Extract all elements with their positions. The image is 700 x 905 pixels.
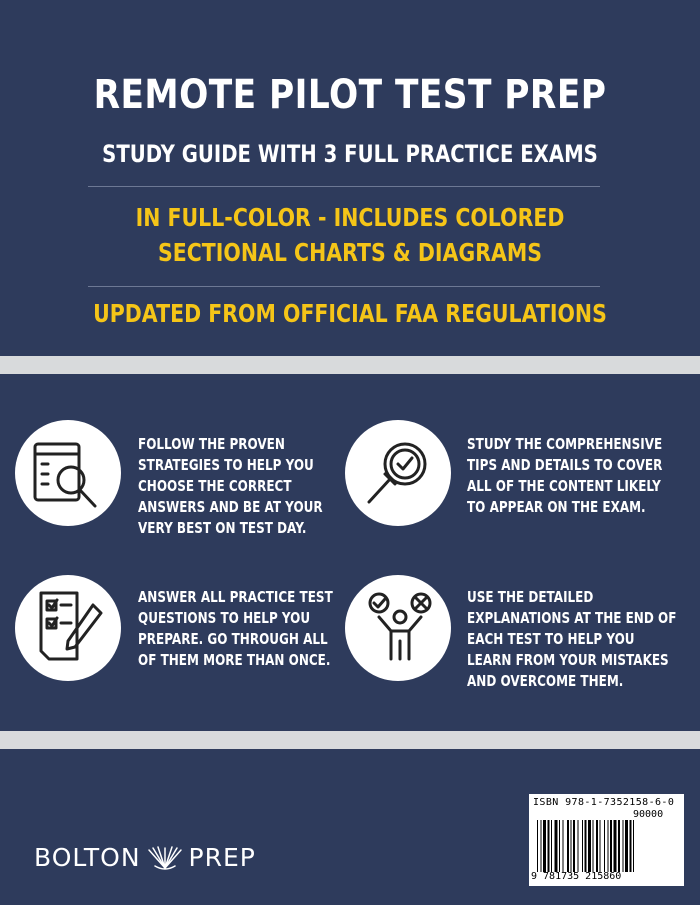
checklist-pencil-icon xyxy=(15,575,121,681)
highlight-line-1: IN FULL-COLOR - INCLUDES COLORED xyxy=(135,203,565,232)
feature-icon-circle xyxy=(345,575,451,681)
book-subtitle: STUDY GUIDE WITH 3 FULL PRACTICE EXAMS xyxy=(102,140,598,168)
feature-icon-circle xyxy=(15,420,121,526)
book-title: REMOTE PILOT TEST PREP xyxy=(93,72,607,118)
feature-text-4: USE THE DETAILED EXPLANATIONS AT THE END OF EACH TEST TO HELP YOU LEARN FROM YOUR MISTAKES AND OVERCOME THEM. xyxy=(467,588,677,690)
wing-logo-icon xyxy=(145,844,185,872)
highlight-line-3: UPDATED FROM OFFICIAL FAA REGULATIONS xyxy=(93,299,607,328)
highlight-line-2: SECTIONAL CHARTS & DIAGRAMS xyxy=(157,238,543,267)
brand-right: PREP xyxy=(188,843,256,872)
feature-icon-circle xyxy=(345,420,451,526)
divider xyxy=(88,286,600,287)
isbn-number: ISBN 978-1-7352158-6-0 xyxy=(533,797,675,808)
grey-band-bottom xyxy=(0,731,700,749)
isbn-barcode xyxy=(529,794,684,886)
person-check-cross-icon xyxy=(345,575,451,681)
brand-left: BOLTON xyxy=(34,843,141,872)
barcode-digits: 9 781735 215860 xyxy=(531,871,622,882)
publisher-logo xyxy=(34,843,256,872)
barcode-bars-icon xyxy=(537,820,677,872)
feature-text-3: ANSWER ALL PRACTICE TEST QUESTIONS TO HELP YOU PREPARE. GO THROUGH ALL OF THEM MORE THAN ONCE. xyxy=(138,588,333,669)
divider xyxy=(88,186,600,187)
feature-icon-circle xyxy=(15,575,121,681)
grey-band-top xyxy=(0,356,700,374)
feature-text-2: STUDY THE COMPREHENSIVE TIPS AND DETAILS TO COVER ALL OF THE CONTENT LIKELY TO APPEAR ON THE EXAM. xyxy=(467,435,663,516)
magnifier-checkmark-icon xyxy=(345,420,451,526)
price-code: 90000 xyxy=(633,809,664,820)
test-sheet-magnifier-icon xyxy=(15,420,121,526)
feature-text-1: FOLLOW THE PROVEN STRATEGIES TO HELP YOU CHOOSE THE CORRECT ANSWERS AND BE AT YOUR VERY BEST ON TEST DAY. xyxy=(138,435,323,537)
